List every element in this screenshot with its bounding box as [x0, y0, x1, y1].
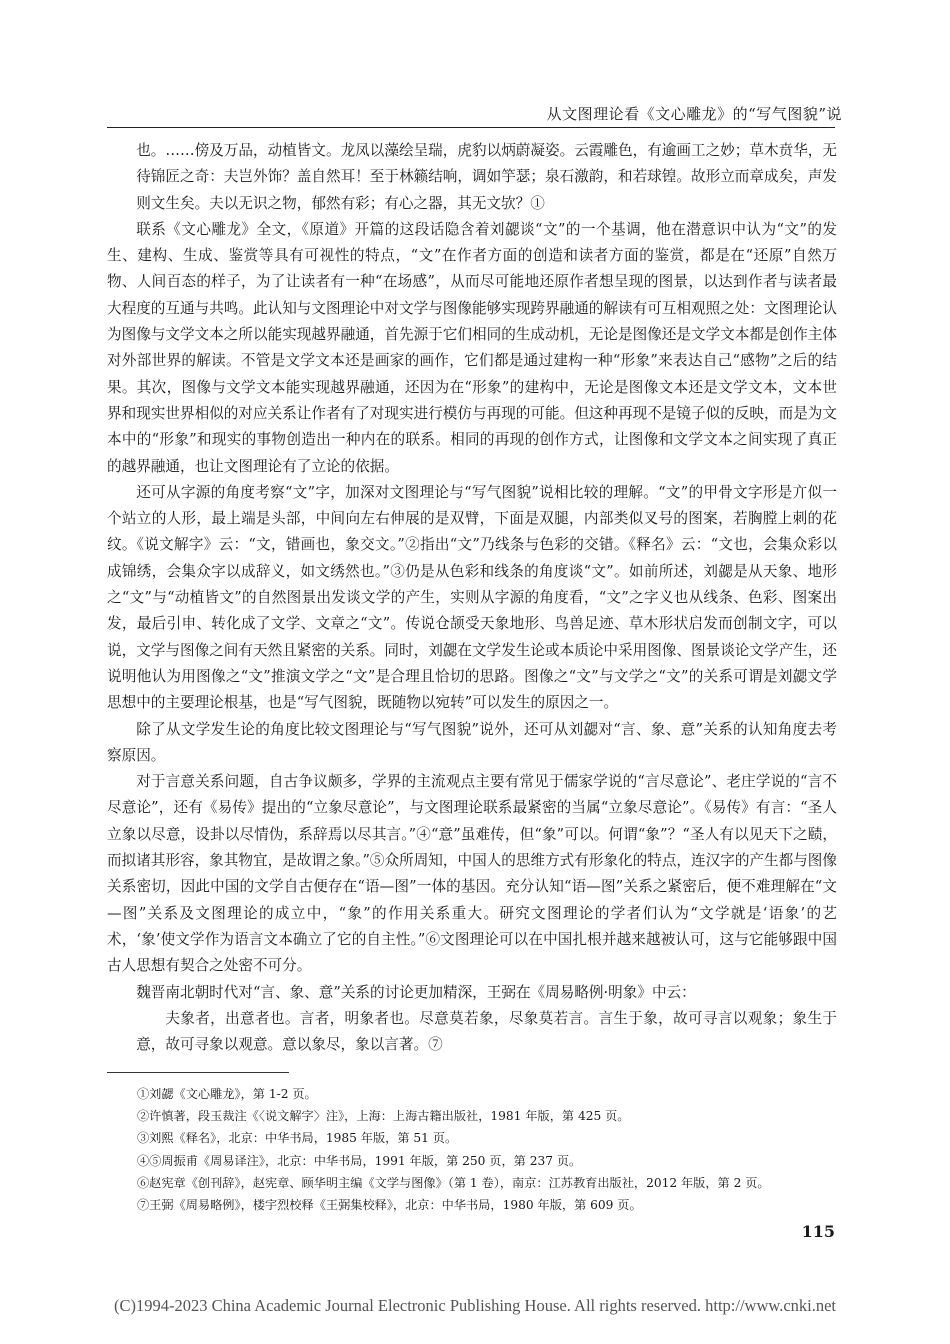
copyright-watermark: (C)1994-2023 China Academic Journal Electronic Publishing House. All rights reserved. http://www.cnki.net	[113, 1296, 837, 1315]
body-paragraph: 还可从字源的角度考察“文”字，加深对文图理论与“写气图貌”说相比较的理解。“文”的甲骨文字形是亣似一个站立的人形，最上端是头部，中间向左右伸展的是双臂，下面是双腿，内部类似叉号的图案，若胸膛上刺的花纹。《说文解字》云：“文，错画也，象交文。”②指出“文”乃线条与色彩的交错。《释名》云：“文也，会集众彩以成锦绣，会集众字以成辞义，如文绣然也。”③仍是从色彩和线条的角度谈“文”。如前所述，刘勰是从天象、地形之“文”与“动植皆文”的自然图景出发谈文学的产生，实则从字源的角度看，“文”之字义也从线条、色彩、图案出发，最后引申、转化成了文学、文章之“文”。传说仓颉受天象地形、鸟兽足迹、草木形状启发而创制文字，可以说，文学与图像之间有天然且紧密的关系。同时，刘勰在文学发生论或本质论中采用图像、图景谈论文学产生，还说明他认为用图像之“文”推演文学之“文”是合理且恰切的思路。图像之“文”与文学之“文”的关系可谓是刘勰文学思想中的主要理论根基，也是“写气图貌，既随物以宛转”可以发生的原因之一。	[107, 483, 837, 712]
running-head: 从文图理论看《文心雕龙》的“写气图貌”说	[546, 105, 842, 123]
body-paragraph: 魏晋南北朝时代对“言、象、意”关系的讨论更加精深，王弼在《周易略例·明象》中云：	[136, 983, 696, 1001]
page-number: 115	[801, 1222, 835, 1241]
footnote: ①刘勰《文心雕龙》，第 1-2 页。	[137, 1087, 317, 1101]
footnotes	[137, 1083, 837, 1216]
footnote-rule	[107, 1072, 289, 1073]
header-rule	[107, 127, 835, 128]
article-body	[107, 138, 837, 1058]
footnote: ④⑤周振甫《周易译注》，北京：中华书局，1991 年版，第 250 页，第 237 页。	[137, 1153, 582, 1168]
body-paragraph: 除了从文学发生论的角度比较文图理论与“写气图貌”说外，还可从刘勰对“言、象、意”关系的认知角度去考察原因。	[107, 720, 837, 764]
body-paragraph: 对于言意关系问题，自古争议颇多，学界的主流观点主要有常见于儒家学说的“言尽意论”、老庄学说的“言不尽意论”，还有《易传》提出的“立象尽意论”，与文图理论联系最紧密的当属“立象尽意论”。《易传》有言：“圣人立象以尽意，设卦以尽情伪，系辞焉以尽其言。”④“意”虽难传，但“象”可以。何谓“象”？“圣人有以见天下之赜，而拟诸其形容，象其物宜，是故谓之象。”⑤众所周知，中国人的思维方式有形象化的特点，连汉字的产生都与图像关系密切，因此中国的文学自古便存在“语—图”一体的基因。充分认知“语—图”关系之紧密后，便不难理解在“文—图”关系及文图理论的成立中，“象”的作用关系重大。研究文图理论的学者们认为“文学就是‘语象’的艺术，‘象’使文学作为语言文本确立了它的自主性。”⑥文图理论可以在中国扎根并越来越被认可，这与它能够跟中国古人思想有契合之处密不可分。	[107, 773, 837, 975]
body-paragraph: 联系《文心雕龙》全文，《原道》开篇的这段话隐含着刘勰谈“文”的一个基调，他在潜意识中认为“文”的发生、建构、生成、鉴赏等具有可视性的特点，“文”在作者方面的创造和读者方面的鉴赏，都是在“还原”自然万物、人间百态的样子，为了让读者有一种“在场感”，从而尽可能地还原作者想呈现的图景，以达到作者与读者最大程度的互通与共鸣。此认知与文图理论中对文学与图像能够实现跨界融通的解读有可互相观照之处：文图理论认为图像与文学文本之所以能实现越界融通，首先源于它们相同的生成动机，无论是图像还是文学文本都是创作主体对外部世界的解读。不管是文学文本还是画家的画作，它们都是通过建构一种“形象”来表达自己“感物”之后的结果。其次，图像与文学文本能实现越界融通，还因为在“形象”的建构中，无论是图像文本还是文学文本，文本世界和现实世界相似的对应关系让作者有了对现实进行模仿与再现的可能。但这种再现不是镜子似的反映，而是为文本中的“形象”和现实的事物创造出一种内在的联系。相同的再现的创作方式，让图像和文学文本之间实现了真正的越界融通，也让文图理论有了立论的依据。	[107, 220, 837, 475]
footnote: ⑥赵宪章《创刊辞》，赵宪章、顾华明主编《文学与图像》（第 1 卷），南京：江苏教育出版社，2012 年版，第 2 页。	[137, 1175, 770, 1190]
quote-continuation: 也。……傍及万品，动植皆文。龙凤以藻绘呈瑞，虎豹以炳蔚凝姿。云霞雕色，有逾画工之妙；草木贲华，无待锦匠之奇：夫岂外饰？盖自然耳！至于林籁结响，调如竽瑟；泉石激韵，和若球锽。故形立而章成矣，声发则文生矣。夫以无识之物，郁然有彩；有心之器，其无文欤？①	[136, 142, 837, 212]
block-quote: 夫象者，出意者也。言者，明象者也。尽意莫若象，尽象莫若言。言生于象，故可寻言以观象；象生于意，故可寻象以观意。意以象尽，象以言著。⑦	[136, 1009, 837, 1054]
footnote: ③刘熙《释名》，北京：中华书局，1985 年版，第 51 页。	[137, 1131, 458, 1146]
footnote: ⑦王弼《周易略例》，楼宇烈校释《王弼集校释》，北京：中华书局，1980 年版，第 609 页。	[137, 1198, 642, 1213]
footnote: ②许慎著，段玉裁注《〈说文解字〉注》，上海：上海古籍出版社，1981 年版，第 425 页。	[137, 1109, 630, 1124]
